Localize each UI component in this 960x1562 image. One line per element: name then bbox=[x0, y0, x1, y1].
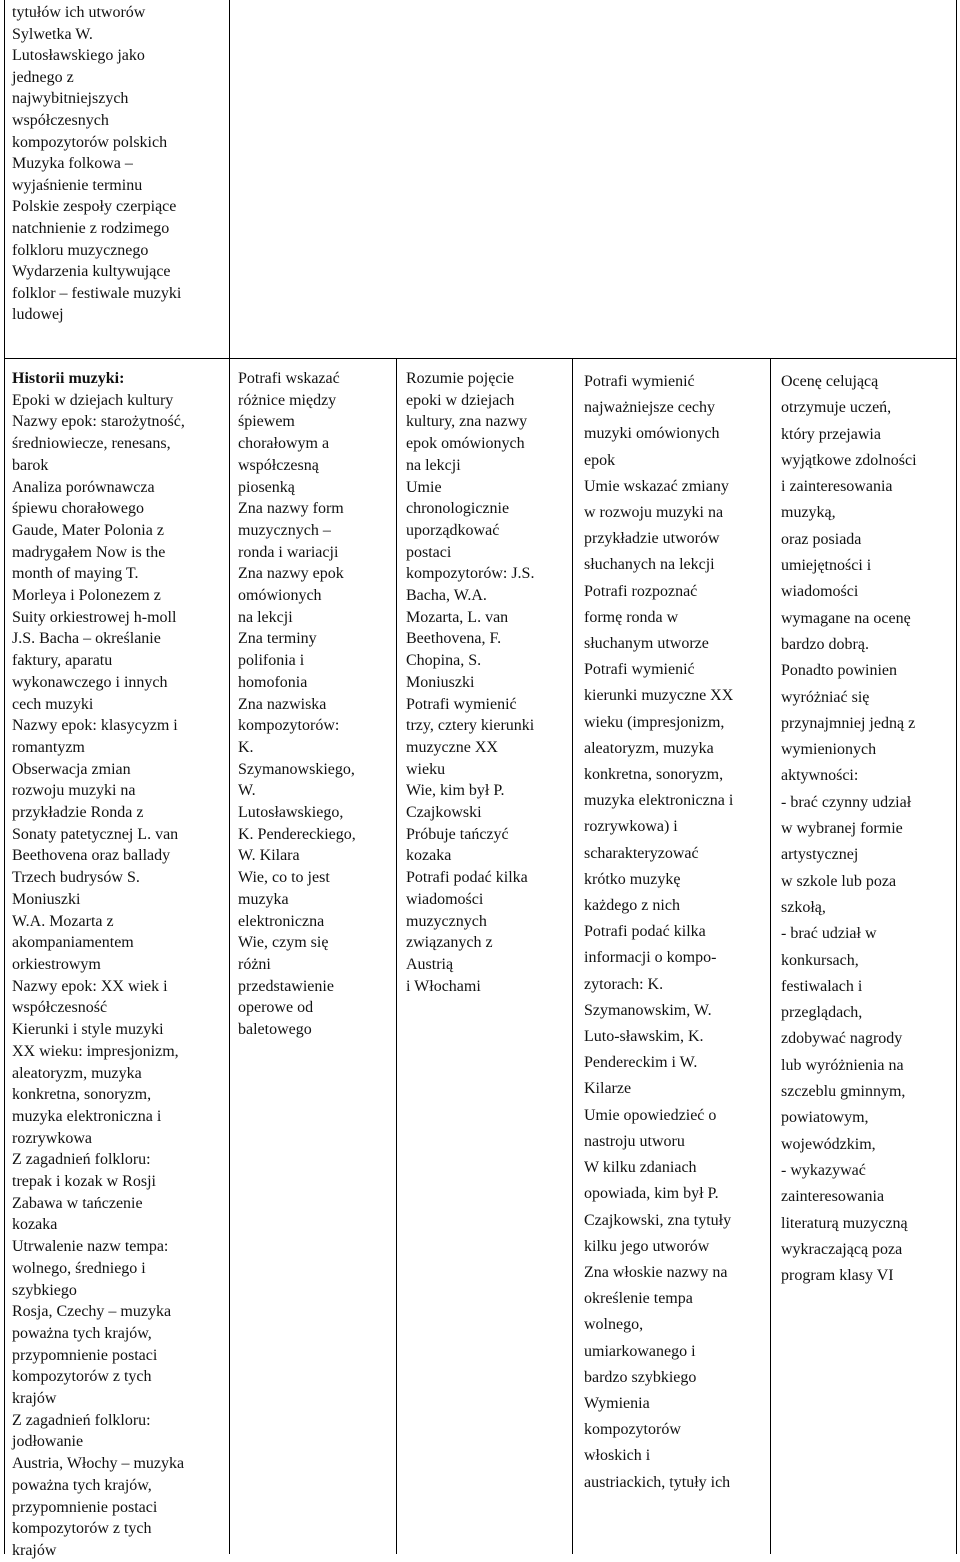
top-cell-line: tytułów ich utworów bbox=[12, 4, 146, 21]
content-line: krajów bbox=[12, 1390, 57, 1408]
content-line: Zabawa w tańczenie bbox=[12, 1194, 143, 1212]
very-good-req-line: Luto-sławskim, K. bbox=[584, 1028, 704, 1046]
basic-req-line: omówionych bbox=[238, 587, 322, 605]
excellent-req-line: program klasy VI bbox=[781, 1267, 894, 1285]
excellent-req-line: który przejawia bbox=[781, 425, 881, 443]
very-good-req-line: opowiada, kim był P. bbox=[584, 1185, 719, 1203]
extended-req-line: postaci bbox=[406, 543, 452, 561]
extended-req-line: muzyczne XX bbox=[406, 738, 498, 756]
content-line: Gaude, Mater Polonia z bbox=[12, 521, 164, 539]
very-good-req-line: epok bbox=[584, 451, 616, 469]
content-line: Z zagadnień folkloru: bbox=[12, 1411, 151, 1429]
very-good-req-line: krótko muzykę bbox=[584, 870, 681, 888]
content-line: rozrywkowa bbox=[12, 1129, 92, 1147]
content-line: trepak i kozak w Rosji bbox=[12, 1173, 156, 1191]
very-good-req-line: Szymanowskim, W. bbox=[584, 1001, 712, 1019]
excellent-req-line: umiejętności i bbox=[781, 557, 872, 575]
excellent-req-line: literaturą muzyczną bbox=[781, 1214, 908, 1232]
top-cell-line: natchnienie z rodzimego bbox=[12, 219, 170, 237]
very-good-req-line: wolnego, bbox=[584, 1316, 644, 1334]
basic-req-line: muzycznych – bbox=[238, 521, 331, 539]
basic-req-line: elektroniczna bbox=[238, 912, 325, 930]
top-cell-line: Muzyka folkowa – bbox=[12, 155, 133, 173]
content-line: szybkiego bbox=[12, 1281, 77, 1299]
content-line: XX wieku: impresjonizm, bbox=[12, 1042, 179, 1060]
content-line: Kierunki i style muzyki bbox=[12, 1021, 164, 1039]
extended-req-line: Potrafi wymienić bbox=[406, 695, 517, 713]
extended-req-line: Próbuje tańczyć bbox=[406, 825, 509, 843]
excellent-req-line: konkursach, bbox=[781, 951, 859, 969]
very-good-req-line: przykładzie utworów bbox=[584, 530, 720, 548]
excellent-req-line: aktywności: bbox=[781, 767, 859, 785]
basic-req-line: chorałowym a bbox=[238, 435, 330, 453]
very-good-req-line: Potrafi wymienić bbox=[584, 373, 695, 390]
extended-req-line: kozaka bbox=[406, 847, 452, 865]
excellent-req-line: szczeblu gminnym, bbox=[781, 1083, 906, 1101]
content-line: kozaka bbox=[12, 1216, 58, 1234]
extended-req-line: i Włochami bbox=[406, 977, 481, 995]
excellent-req-line: zainteresowania bbox=[781, 1188, 885, 1206]
content-heading: Historii muzyki: bbox=[12, 370, 125, 387]
excellent-req-line: wymienionych bbox=[781, 741, 877, 759]
basic-req-line: ronda i wariacji bbox=[238, 543, 339, 561]
column-divider bbox=[770, 358, 771, 1554]
excellent-req-line: Ocenę celującą bbox=[781, 373, 879, 390]
basic-req-line: na lekcji bbox=[238, 608, 293, 626]
excellent-req-line: i zainteresowania bbox=[781, 478, 893, 496]
extended-req-line: wieku bbox=[406, 760, 446, 778]
table-border-left bbox=[4, 0, 5, 1554]
content-line: Nazwy epok: XX wiek i bbox=[12, 977, 168, 995]
top-cell-line: folklor – festiwale muzyki bbox=[12, 284, 182, 302]
extended-req-line: Potrafi podać kilka bbox=[406, 869, 528, 887]
very-good-req-line: rozrywkowa) i bbox=[584, 818, 678, 836]
content-line: rozwoju muzyki na bbox=[12, 782, 136, 800]
very-good-req-line: kierunki muzyczne XX bbox=[584, 687, 734, 705]
content-line: J.S. Bacha – określanie bbox=[12, 630, 161, 648]
basic-req-line: baletowego bbox=[238, 1021, 312, 1039]
extended-req-line: Chopina, S. bbox=[406, 652, 482, 670]
extended-req-line: Rozumie pojęcie bbox=[406, 370, 514, 387]
very-good-req-line: Kilarze bbox=[584, 1080, 632, 1098]
content-line: Morleya i Polonezem z bbox=[12, 587, 161, 605]
excellent-req-line: - wykazywać bbox=[781, 1161, 866, 1179]
top-cell-line: jednego z bbox=[12, 68, 74, 86]
excellent-req-line: wyjątkowe zdolności bbox=[781, 451, 917, 469]
excellent-req-line: zdobywać nagrody bbox=[781, 1030, 903, 1048]
very-good-req-line: słuchanych na lekcji bbox=[584, 556, 715, 574]
content-line: średniowiecze, renesans, bbox=[12, 435, 171, 453]
content-line: Trzech budrysów S. bbox=[12, 869, 140, 887]
excellent-req-line: przynajmniej jedną z bbox=[781, 714, 916, 732]
content-line: konkretna, sonoryzm, bbox=[12, 1086, 152, 1104]
extended-req-line: uporządkować bbox=[406, 521, 500, 539]
basic-req-line: operowe od bbox=[238, 999, 314, 1017]
content-line: przykładzie Ronda z bbox=[12, 804, 144, 822]
basic-req-line: Szymanowskiego, bbox=[238, 760, 355, 778]
very-good-requirements-column bbox=[584, 369, 768, 1496]
very-good-req-line: włoskich i bbox=[584, 1447, 651, 1465]
very-good-req-line: Potrafi podać kilka bbox=[584, 923, 706, 941]
top-cell-line: współczesnych bbox=[12, 111, 109, 129]
very-good-req-line: określenie tempa bbox=[584, 1290, 693, 1308]
content-line: Suity orkiestrowej h-moll bbox=[12, 608, 177, 626]
content-line: Nazwy epok: starożytność, bbox=[12, 413, 185, 431]
content-line: wolnego, średniego i bbox=[12, 1259, 146, 1277]
row-divider bbox=[4, 358, 957, 359]
basic-req-line: Wie, co to jest bbox=[238, 869, 330, 887]
basic-req-line: K. Pendereckiego, bbox=[238, 825, 356, 843]
extended-req-line: Czajkowski bbox=[406, 804, 482, 822]
excellent-req-line: Ponadto powinien bbox=[781, 662, 897, 680]
content-line: aleatoryzm, muzyka bbox=[12, 1064, 142, 1082]
very-good-req-line: słuchanym utworze bbox=[584, 635, 709, 653]
content-line: poważna tych krajów, bbox=[12, 1476, 152, 1494]
excellent-req-line: - brać udział w bbox=[781, 925, 877, 943]
content-line: Utrwalenie nazw tempa: bbox=[12, 1238, 169, 1256]
very-good-req-line: bardzo szybkiego bbox=[584, 1368, 697, 1386]
content-line: romantyzm bbox=[12, 738, 85, 756]
very-good-req-line: każdego z nich bbox=[584, 897, 680, 915]
very-good-req-line: w rozwoju muzyki na bbox=[584, 504, 724, 522]
very-good-req-line: muzyka elektroniczna i bbox=[584, 792, 734, 810]
basic-req-line: kompozytorów: bbox=[238, 717, 340, 735]
basic-req-line: K. bbox=[238, 738, 254, 756]
very-good-req-line: Wymienia bbox=[584, 1394, 650, 1412]
basic-req-line: muzyka bbox=[238, 890, 289, 908]
top-cell-line: Lutosławskiego jako bbox=[12, 47, 145, 65]
extended-req-line: Wie, kim był P. bbox=[406, 782, 505, 800]
basic-req-line: Zna nazwy form bbox=[238, 500, 344, 518]
very-good-req-line: W kilku zdaniach bbox=[584, 1159, 697, 1177]
basic-req-line: homofonia bbox=[238, 673, 308, 691]
content-line: muzyka elektroniczna i bbox=[12, 1107, 162, 1125]
top-row-column-1 bbox=[12, 2, 226, 326]
top-cell-line: najwybitniejszych bbox=[12, 90, 129, 108]
basic-req-line: Potrafi wskazać bbox=[238, 370, 340, 387]
top-cell-line: Sylwetka W. bbox=[12, 25, 93, 43]
content-line: Analiza porównawcza bbox=[12, 478, 155, 496]
basic-req-line: Zna terminy bbox=[238, 630, 317, 648]
content-line: współczesność bbox=[12, 999, 108, 1017]
very-good-req-line: wieku (impresjonizm, bbox=[584, 713, 725, 731]
excellent-req-line: otrzymuje uczeń, bbox=[781, 399, 892, 417]
very-good-req-line: muzyki omówionych bbox=[584, 425, 720, 443]
excellent-req-line: szkołą, bbox=[781, 898, 826, 916]
extended-req-line: Austrią bbox=[406, 955, 454, 973]
very-good-req-line: Pendereckim i W. bbox=[584, 1054, 698, 1072]
excellent-req-line: w wybranej formie bbox=[781, 820, 903, 838]
top-cell-line: folkloru muzycznego bbox=[12, 241, 149, 259]
very-good-req-line: Umie wskazać zmiany bbox=[584, 477, 729, 495]
excellent-req-line: powiatowym, bbox=[781, 1109, 869, 1127]
content-line: poważna tych krajów, bbox=[12, 1324, 152, 1342]
top-cell-line: Polskie zespoły czerpiące bbox=[12, 198, 177, 216]
excellent-req-line: artystycznej bbox=[781, 846, 859, 864]
very-good-req-line: umiarkowanego i bbox=[584, 1342, 696, 1360]
basic-req-line: W. bbox=[238, 782, 256, 800]
content-line: faktury, aparatu bbox=[12, 652, 113, 670]
excellent-req-line: wykraczającą poza bbox=[781, 1240, 903, 1258]
column-divider bbox=[396, 358, 397, 1554]
column-divider bbox=[229, 0, 230, 1554]
content-line: kompozytorów z tych bbox=[12, 1368, 152, 1386]
basic-req-line: współczesną bbox=[238, 456, 319, 474]
extended-req-line: muzycznych bbox=[406, 912, 487, 930]
basic-req-line: Zna nazwy epok bbox=[238, 565, 344, 583]
content-line: Epoki w dziejach kultury bbox=[12, 391, 174, 409]
basic-req-line: różni bbox=[238, 955, 271, 973]
content-line: Rosja, Czechy – muzyka bbox=[12, 1303, 172, 1321]
excellent-req-line: muzyką, bbox=[781, 504, 836, 522]
basic-req-line: W. Kilara bbox=[238, 847, 300, 865]
extended-req-line: Umie bbox=[406, 478, 442, 496]
very-good-req-line: konkretna, sonoryzm, bbox=[584, 766, 724, 784]
extended-req-line: związanych z bbox=[406, 934, 493, 952]
excellent-req-line: - brać czynny udział bbox=[781, 793, 912, 811]
content-column bbox=[12, 368, 226, 1562]
extended-req-line: Bacha, W.A. bbox=[406, 587, 487, 605]
basic-req-line: przedstawienie bbox=[238, 977, 334, 995]
very-good-req-line: Umie opowiedzieć o bbox=[584, 1106, 717, 1124]
very-good-req-line: aleatoryzm, muzyka bbox=[584, 739, 714, 757]
basic-req-line: Zna nazwiska bbox=[238, 695, 327, 713]
content-line: Obserwacja zmian bbox=[12, 760, 131, 778]
content-line: month of maying T. bbox=[12, 565, 139, 583]
content-line: Nazwy epok: klasycyzm i bbox=[12, 717, 178, 735]
content-line: przypomnienie postaci bbox=[12, 1346, 158, 1364]
top-cell-line: wyjaśnienie terminu bbox=[12, 176, 143, 194]
extended-requirements-column bbox=[406, 368, 570, 997]
very-good-req-line: Zna włoskie nazwy na bbox=[584, 1263, 728, 1281]
very-good-req-line: kompozytorów bbox=[584, 1421, 681, 1439]
very-good-req-line: najważniejsze cechy bbox=[584, 399, 716, 417]
very-good-req-line: austriackich, tytuły ich bbox=[584, 1473, 731, 1491]
basic-req-line: Wie, czym się bbox=[238, 934, 329, 952]
very-good-req-line: zytorach: K. bbox=[584, 975, 664, 993]
extended-req-line: Mozarta, L. van bbox=[406, 608, 509, 626]
very-good-req-line: scharakteryzować bbox=[584, 844, 699, 862]
content-line: barok bbox=[12, 456, 49, 474]
excellent-req-line: wiadomości bbox=[781, 583, 859, 601]
excellent-req-line: wojewódzkim, bbox=[781, 1135, 876, 1153]
very-good-req-line: informacji o kompo- bbox=[584, 949, 717, 967]
content-line: wykonawczego i innych bbox=[12, 673, 168, 691]
content-line: krajów bbox=[12, 1541, 57, 1559]
top-cell-line: kompozytorów polskich bbox=[12, 133, 168, 151]
content-line: orkiestrowym bbox=[12, 955, 101, 973]
basic-req-line: polifonia i bbox=[238, 652, 305, 670]
extended-req-line: trzy, cztery kierunki bbox=[406, 717, 535, 735]
excellent-req-line: lub wyróżnienia na bbox=[781, 1056, 904, 1074]
excellent-req-line: w szkole lub poza bbox=[781, 872, 897, 890]
extended-req-line: epok omówionych bbox=[406, 435, 525, 453]
basic-req-line: różnice między bbox=[238, 391, 337, 409]
excellent-req-line: oraz posiada bbox=[781, 530, 862, 548]
content-line: Sonaty patetycznej L. van bbox=[12, 825, 179, 843]
extended-req-line: Moniuszki bbox=[406, 673, 475, 691]
content-line: przypomnienie postaci bbox=[12, 1498, 158, 1516]
column-divider bbox=[572, 358, 573, 1554]
table-border-right bbox=[956, 0, 957, 1554]
top-cell-line: Wydarzenia kultywujące bbox=[12, 263, 171, 281]
content-line: madrygałem Now is the bbox=[12, 543, 166, 561]
very-good-req-line: Potrafi rozpoznać bbox=[584, 582, 698, 600]
extended-req-line: Beethovena, F. bbox=[406, 630, 502, 648]
extended-req-line: wiadomości bbox=[406, 890, 484, 908]
very-good-req-line: kilku jego utworów bbox=[584, 1237, 710, 1255]
basic-req-line: piosenką bbox=[238, 478, 295, 496]
very-good-req-line: Czajkowski, zna tytuły bbox=[584, 1211, 732, 1229]
extended-req-line: na lekcji bbox=[406, 456, 461, 474]
excellent-req-line: wyróżniać się bbox=[781, 688, 870, 706]
content-line: kompozytorów z tych bbox=[12, 1520, 152, 1538]
excellent-req-line: wymagane na ocenę bbox=[781, 609, 911, 627]
extended-req-line: epoki w dziejach bbox=[406, 391, 515, 409]
basic-req-line: śpiewem bbox=[238, 413, 295, 431]
very-good-req-line: nastroju utworu bbox=[584, 1132, 685, 1150]
content-line: śpiewu chorałowego bbox=[12, 500, 144, 518]
extended-req-line: kompozytorów: J.S. bbox=[406, 565, 535, 583]
content-line: Austria, Włochy – muzyka bbox=[12, 1455, 185, 1473]
very-good-req-line: Potrafi wymienić bbox=[584, 661, 695, 679]
content-line: cech muzyki bbox=[12, 695, 94, 713]
excellent-requirements-column bbox=[781, 369, 953, 1289]
content-line: jodłowanie bbox=[12, 1433, 84, 1451]
extended-req-line: chronologicznie bbox=[406, 500, 510, 518]
basic-req-line: Lutosławskiego, bbox=[238, 804, 344, 822]
excellent-req-line: festiwalach i bbox=[781, 977, 863, 995]
content-line: Z zagadnień folkloru: bbox=[12, 1151, 151, 1169]
extended-req-line: kultury, zna nazwy bbox=[406, 413, 528, 431]
top-cell-line: ludowej bbox=[12, 306, 64, 324]
excellent-req-line: bardzo dobrą. bbox=[781, 635, 869, 653]
excellent-req-line: przeglądach, bbox=[781, 1004, 863, 1022]
content-line: W.A. Mozarta z bbox=[12, 912, 114, 930]
content-line: Beethovena oraz ballady bbox=[12, 847, 171, 865]
content-line: akompaniamentem bbox=[12, 934, 134, 952]
very-good-req-line: formę ronda w bbox=[584, 608, 679, 626]
basic-requirements-column bbox=[238, 368, 393, 1041]
content-line: Moniuszki bbox=[12, 890, 81, 908]
